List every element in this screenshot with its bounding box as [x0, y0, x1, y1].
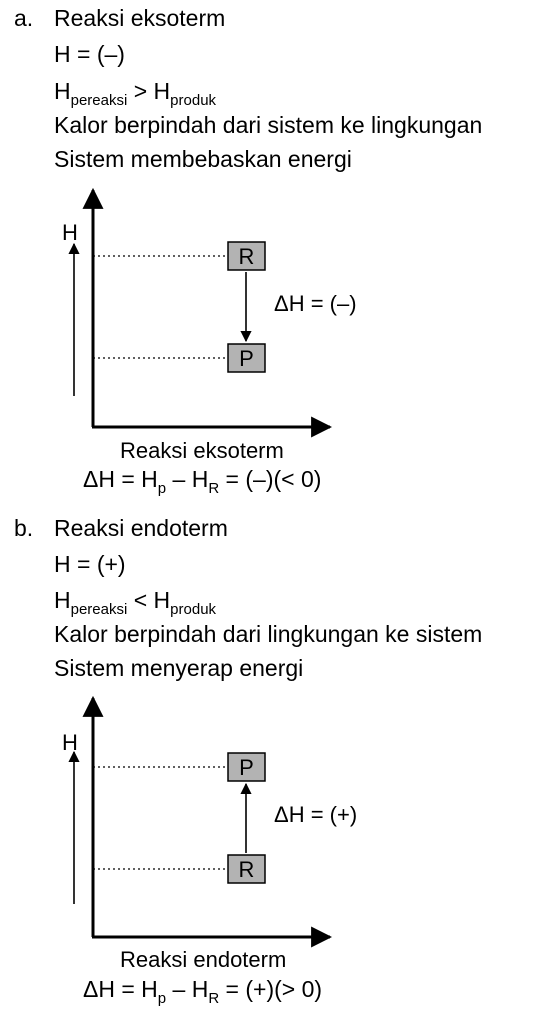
- diagram-b-box-p-label: P: [239, 755, 254, 780]
- section-a-line1: Kalor berpindah dari sistem ke lingkungan: [54, 112, 483, 138]
- diagram-b-box-r-label: R: [238, 857, 255, 882]
- section-a-label: a.: [14, 5, 34, 31]
- diagram-a-y-label: H: [62, 220, 78, 245]
- diagram-a-x-label: Reaksi eksoterm: [120, 438, 284, 463]
- diagram-a: [62, 190, 357, 463]
- diagram-b: [62, 698, 357, 972]
- section-b-line1: Kalor berpindah dari lingkungan ke sistem: [54, 621, 483, 647]
- section-a-formula: $\Delta H = H_p - H_R$ = (–)(< 0): [83, 466, 322, 497]
- section-b-formula: $\Delta H = H_p - H_R$ = (+)(> 0): [83, 976, 323, 1007]
- section-b-title: Reaksi endoterm: [54, 515, 228, 541]
- section-b-line2: Sistem menyerap energi: [54, 655, 304, 681]
- section-b-h-compare: $H_{pereaksi} < H_{produk}$: [54, 587, 217, 618]
- section-a-line2: Sistem membebaskan energi: [54, 146, 352, 172]
- diagram-b-delta-label: ΔH = (+): [274, 802, 358, 827]
- section-a-h-compare: $H_{pereaksi} > H_{produk}$: [54, 78, 217, 109]
- diagram-a-delta-label: ΔH = (–): [274, 291, 357, 316]
- section-b-h-sign: H = (+): [54, 551, 126, 577]
- diagram-b-x-label: Reaksi endoterm: [120, 947, 287, 972]
- diagram-b-y-label: H: [62, 730, 78, 755]
- diagram-a-box-r-label: R: [238, 244, 255, 269]
- section-a-h-sign: H = (–): [54, 41, 125, 67]
- section-b-label: b.: [14, 515, 34, 541]
- diagram-a-box-p-label: P: [239, 346, 254, 371]
- section-a-title: Reaksi eksoterm: [54, 5, 226, 31]
